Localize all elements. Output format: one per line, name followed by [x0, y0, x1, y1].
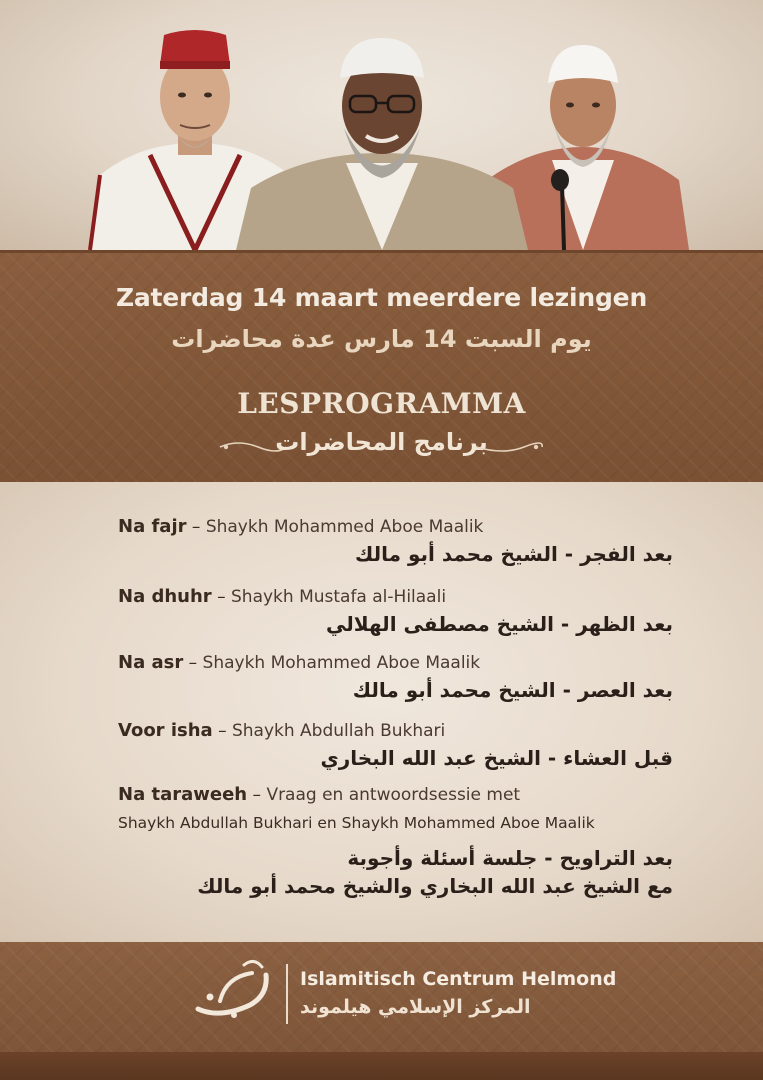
speaker-name: Shaykh Mohammed Aboe Maalik [202, 653, 481, 673]
header-band [0, 250, 763, 485]
entry-line-arabic: بعد الظهر - الشيخ مصطفى الهلالي [326, 612, 673, 636]
entry-line-arabic: بعد العصر - الشيخ محمد أبو مالك [352, 678, 673, 702]
entry-line-arabic: بعد الفجر - الشيخ محمد أبو مالك [354, 542, 673, 566]
separator: – [183, 653, 203, 673]
centre-logo-icon [190, 957, 274, 1027]
entry-line-arabic-continued: مع الشيخ عبد الله البخاري والشيخ محمد أبو مالك [197, 874, 673, 898]
prayer-name: Na asr [118, 652, 184, 673]
event-title-arabic: يوم السبت 14 مارس عدة محاضرات [171, 325, 592, 353]
separator: – [211, 587, 231, 607]
separator: – [186, 517, 206, 537]
speaker-name: Vraag en antwoordsessie met [266, 785, 521, 805]
separator: – [212, 721, 232, 741]
speaker-name: Shaykh Abdullah Bukhari [231, 721, 446, 741]
organization-name-arabic: المركز الإسلامي هيلموند [300, 996, 531, 1018]
flourish-right-icon [474, 439, 544, 455]
footer-band [0, 942, 763, 1080]
prayer-name: Na taraweeh [118, 784, 248, 805]
entry-line-nl [118, 516, 483, 537]
event-title: Zaterdag 14 maart meerdere lezingen [115, 283, 648, 312]
speaker-name: Shaykh Mustafa al-Hilaali [231, 587, 447, 607]
footer-divider [286, 964, 288, 1024]
speakers-photo-area [0, 0, 763, 250]
entry-line-nl [118, 652, 480, 673]
schedule-panel [0, 482, 763, 942]
entry-line-nl-continued: Shaykh Abdullah Bukhari en Shaykh Mohammed Aboe Maalik [118, 814, 595, 832]
entry-line-arabic: قبل العشاء - الشيخ عبد الله البخاري [320, 746, 673, 770]
speaker-name: Shaykh Mohammed Aboe Maalik [205, 517, 484, 537]
speaker-photo-center [236, 28, 528, 250]
entry-line-arabic: بعد التراويح - جلسة أسئلة وأجوبة [347, 846, 673, 870]
program-heading: LESPROGRAMMA [237, 387, 526, 420]
entry-line-nl [118, 586, 446, 607]
footer-stripe [0, 1052, 763, 1080]
program-heading-arabic: برنامج المحاضرات [275, 428, 488, 456]
prayer-name: Voor isha [118, 720, 213, 741]
entry-line-nl [118, 720, 445, 741]
organization-name: Islamitisch Centrum Helmond [300, 968, 617, 990]
entry-line-nl [118, 784, 520, 805]
separator: – [247, 785, 267, 805]
prayer-name: Na dhuhr [118, 586, 212, 607]
prayer-name: Na fajr [118, 516, 187, 537]
